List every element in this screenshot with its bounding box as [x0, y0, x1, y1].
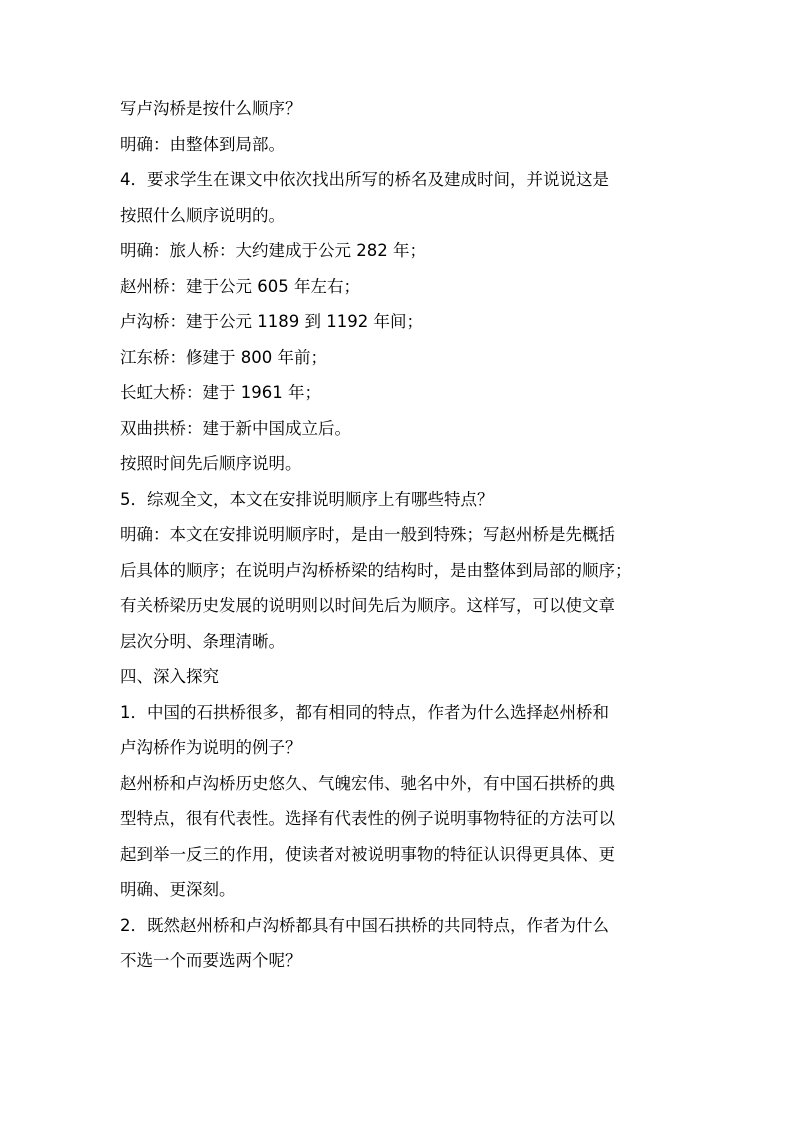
text-line: 明确：本文在安排说明顺序时，是由一般到特殊；写赵州桥是先概括: [120, 525, 615, 544]
question-4: 4．要求学生在课文中依次找出所写的桥名及建成时间，并说说这是: [120, 170, 609, 189]
text-line: 赵州桥和卢沟桥历史悠久、气魄宏伟、驰名中外，有中国石拱桥的典: [120, 773, 615, 793]
document-body: [120, 91, 676, 979]
text-line: 按照时间先后顺序说明。: [120, 454, 302, 473]
text-line: 明确：旅人桥：大约建成于公元 282 年；: [120, 241, 426, 260]
text-line: 按照什么顺序说明的。: [120, 205, 285, 225]
text-line: 江东桥：修建于 800 年前；: [120, 347, 327, 367]
text-line: 双曲拱桥：建于新中国成立后。: [120, 418, 351, 438]
question-1: 1．中国的石拱桥很多，都有相同的特点，作者为什么选择赵州桥和: [120, 702, 609, 722]
section-heading: 四、深入探究: [120, 667, 219, 686]
text-line: 有关桥梁历史发展的说明则以时间先后为顺序。这样写，可以使文章: [120, 596, 615, 615]
text-line: 型特点，很有代表性。选择有代表性的例子说明事物特征的方法可以: [120, 809, 615, 828]
text-line: 明确、更深刻。: [120, 880, 236, 899]
text-line: 层次分明、条理清晰。: [120, 631, 285, 651]
text-line: 卢沟桥作为说明的例子？: [120, 738, 302, 757]
text-line: 起到举一反三的作用，使读者对被说明事物的特征认识得更具体、更: [120, 844, 615, 864]
text-line: 不选一个而要选两个呢？: [120, 951, 302, 970]
question-5: 5．综观全文，本文在安排说明顺序上有哪些特点？: [120, 489, 494, 509]
text-line: 写卢沟桥是按什么顺序？: [120, 99, 302, 118]
text-line: 明确：由整体到局部。: [120, 134, 285, 154]
text-line: 卢沟桥：建于公元 1189 到 1192 年间；: [120, 312, 423, 331]
text-line: 赵州桥：建于公元 605 年左右；: [120, 276, 360, 296]
question-2: 2．既然赵州桥和卢沟桥都具有中国石拱桥的共同特点，作者为什么: [120, 915, 609, 935]
text-line: 长虹大桥：建于 1961 年；: [120, 383, 321, 402]
text-line: 后具体的顺序；在说明卢沟桥桥梁的结构时，是由整体到局部的顺序；: [120, 560, 632, 580]
